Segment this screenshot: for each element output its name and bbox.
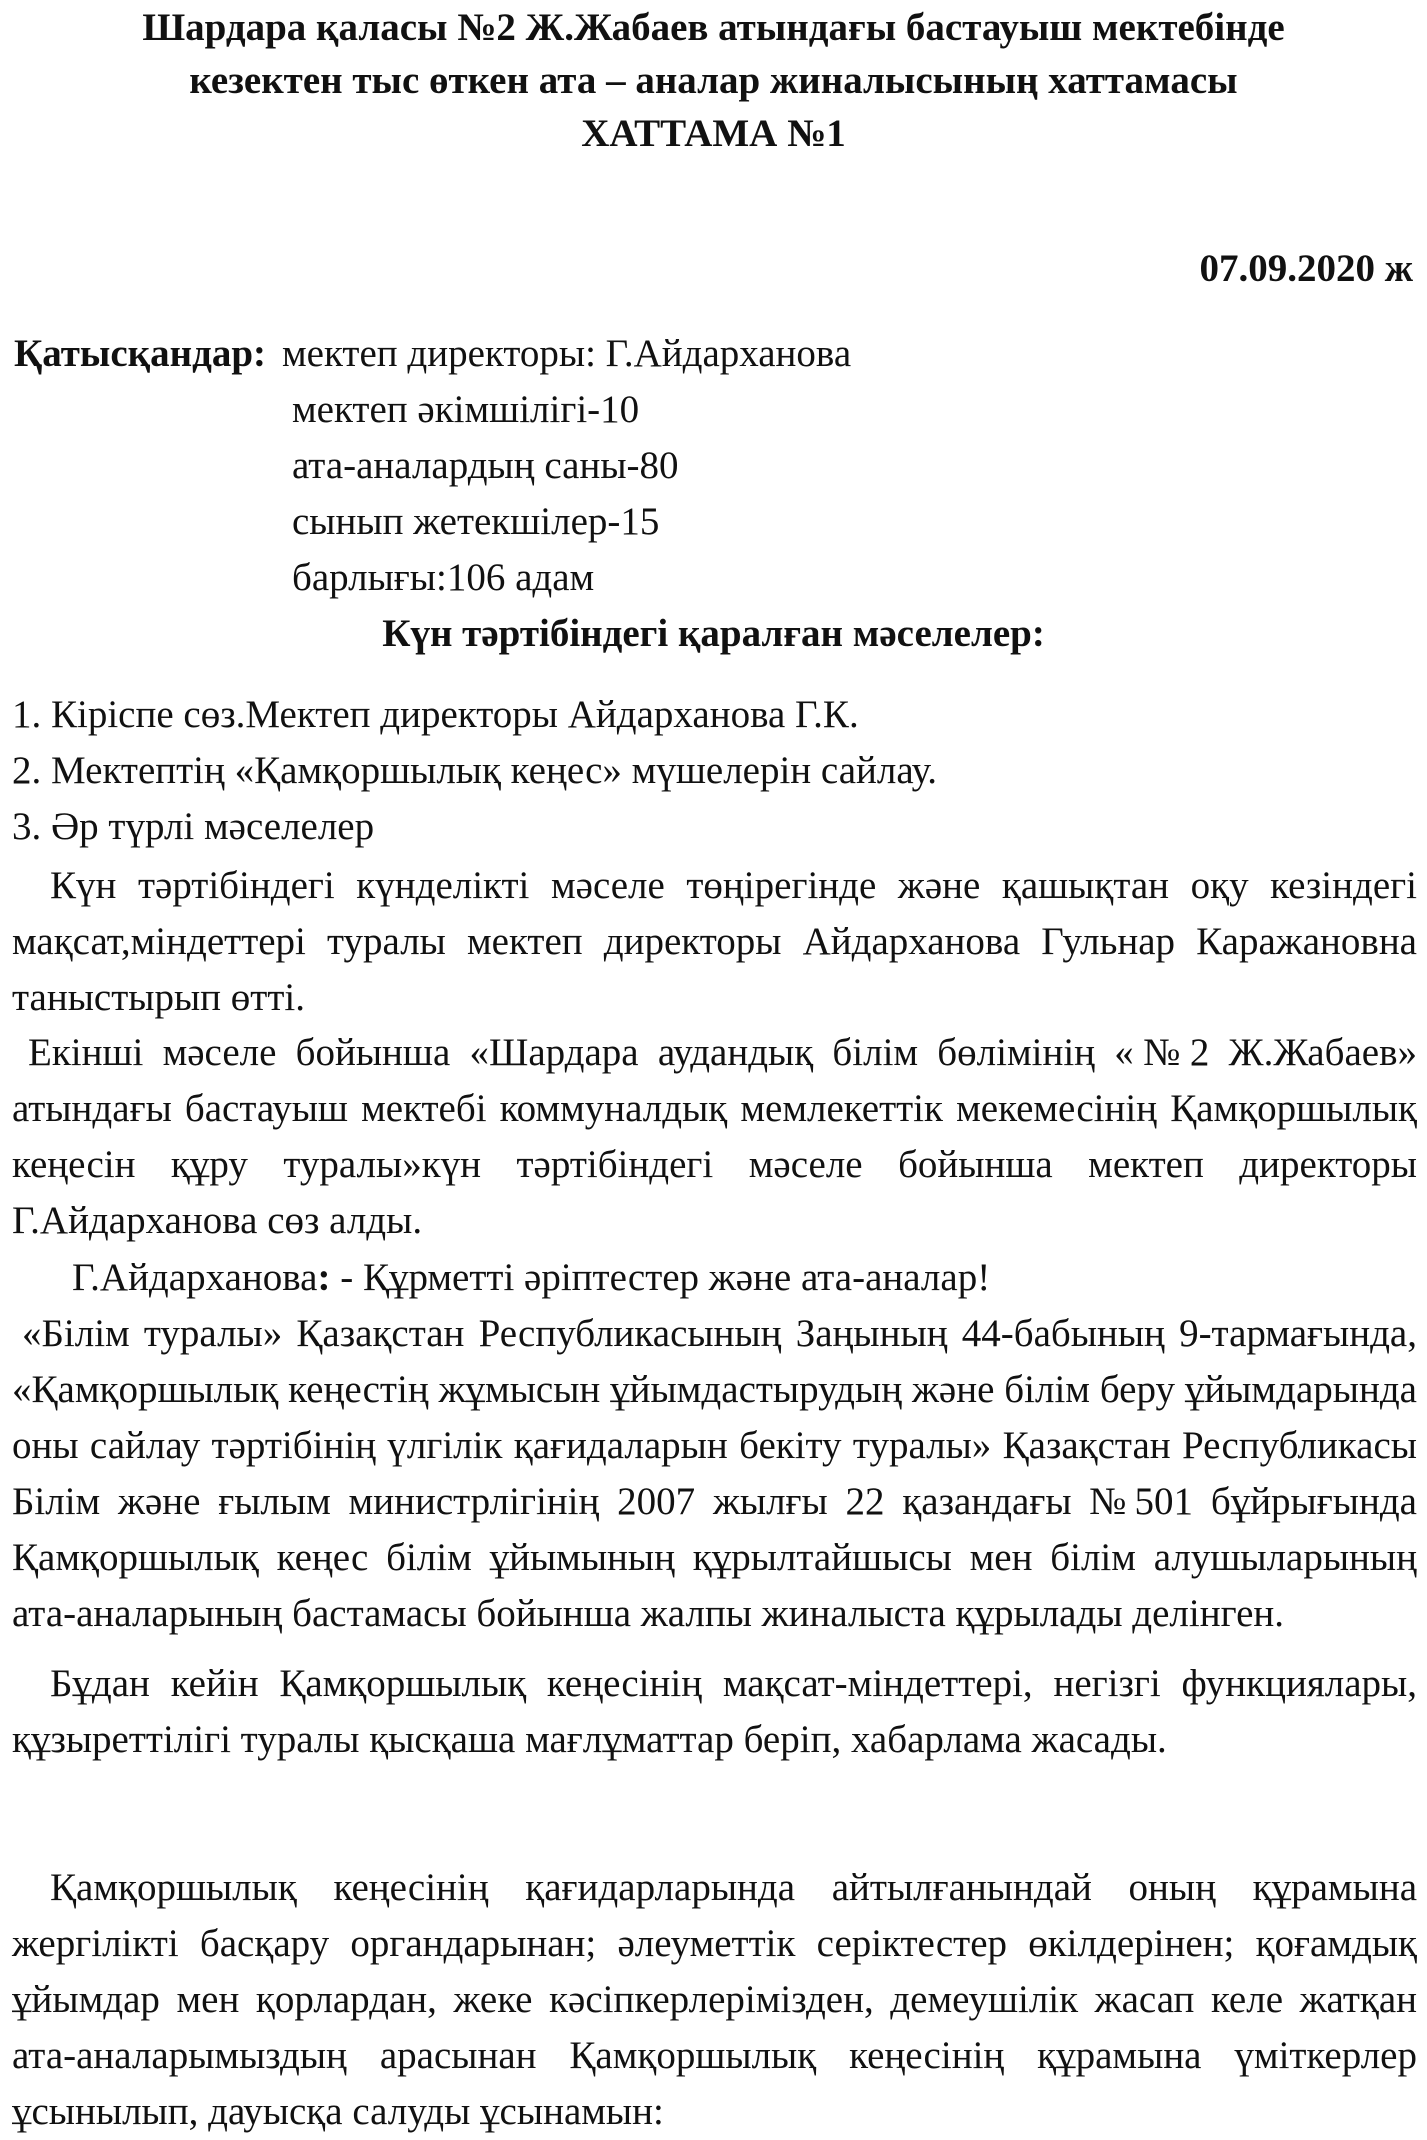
agenda-item: 1. Кіріспе сөз.Мектеп директоры Айдарханова Г.К.	[12, 693, 859, 736]
paragraph-law-reference: «Білім туралы» Қазақстан Республикасының Заңының 44-бабының 9-тармағында, «Қамқоршылық кеңестің жұмысын ұйымдастырудың және білім беру ұйымдарында оны сайлау тәртібінің үлгілік қағидаларын бекіту туралы» Қазақстан Республикасы Білім және ғылым министрлігінің 2007 жылғы 22 қазандағы №501 бұйрығында Қамқоршылық кеңес білім ұйымының құрылтайшысы мен білім алушыларының ата-аналарының бастамасы бойынша жалпы жиналыста құрылады делінген.	[12, 1312, 1417, 1635]
speaker-colon: :	[317, 1256, 331, 1299]
paragraph-council-composition: Қамқоршылық кеңесінің қағидарларында айтылғанындай оның құрамына жергілікті басқару органдарынан; әлеуметтік серіктестер өкілдерінен; қоғамдық ұйымдар мен қорлардан, жеке кәсіпкерлерімізден, демеушілік жасап келе жатқан ата-аналарымыздың арасынан Қамқоршылық кеңесінің құрамына үміткерлер ұсынылып, дауысқа салуды ұсынамын:	[12, 1866, 1417, 2133]
participant-line: ата-аналардың саны-80	[292, 444, 679, 487]
speaker-greeting: - Құрметті әріптестер және ата-аналар!	[330, 1256, 991, 1299]
document-title-line-2: кезектен тыс өткен ата – аналар жиналысының хаттамасы	[189, 59, 1238, 102]
paragraph-intro: Күн тәртібіндегі күнделікті мәселе төңірегінде және қашықтан оқу кезіндегі мақсат,міндеттері туралы мектеп директоры Айдарханова Гульнар Каражановна таныстырып өтті.	[12, 864, 1417, 1019]
participants-label: Қатысқандар:	[14, 332, 267, 375]
paragraph-council-info: Бұдан кейін Қамқоршылық кеңесінің мақсат-міндеттері, негізгі функциялары, құзыреттілігі туралы қысқаша мағлұматтар беріп, хабарлама жасады.	[12, 1662, 1417, 1761]
agenda-item: 2. Мектептің «Қамқоршылық кеңес» мүшелерін сайлау.	[12, 749, 938, 792]
agenda-item: 3. Әр түрлі мәселелер	[12, 805, 375, 848]
paragraph-second-issue: Екінші мәселе бойынша «Шардара аудандық білім бөлімінің «№2 Ж.Жабаев» атындағы бастауыш мектебі коммуналдық мемлекеттік мекемесінің Қамқоршылық кеңесін құру туралы»күн тәртібіндегі мәселе бойынша мектеп директоры Г.Айдарханова сөз алды.	[12, 1031, 1417, 1242]
protocol-number: ХАТТАМА №1	[581, 112, 846, 155]
agenda-heading: Күн тәртібіндегі қаралған мәселелер:	[382, 612, 1045, 655]
participant-line: мектеп директоры: Г.Айдарханова	[282, 332, 852, 375]
speaker-name: Г.Айдарханова	[72, 1256, 318, 1299]
document-title-line-1: Шардара қаласы №2 Ж.Жабаев атындағы бастауыш мектебінде	[142, 6, 1285, 49]
participant-line: барлығы:106 адам	[292, 556, 595, 599]
document-date: 07.09.2020 ж	[1199, 247, 1413, 290]
participant-line: сынып жетекшілер-15	[292, 500, 660, 543]
participant-line: мектеп әкімшілігі-10	[292, 388, 640, 431]
speaker-address	[12, 1250, 1417, 1306]
